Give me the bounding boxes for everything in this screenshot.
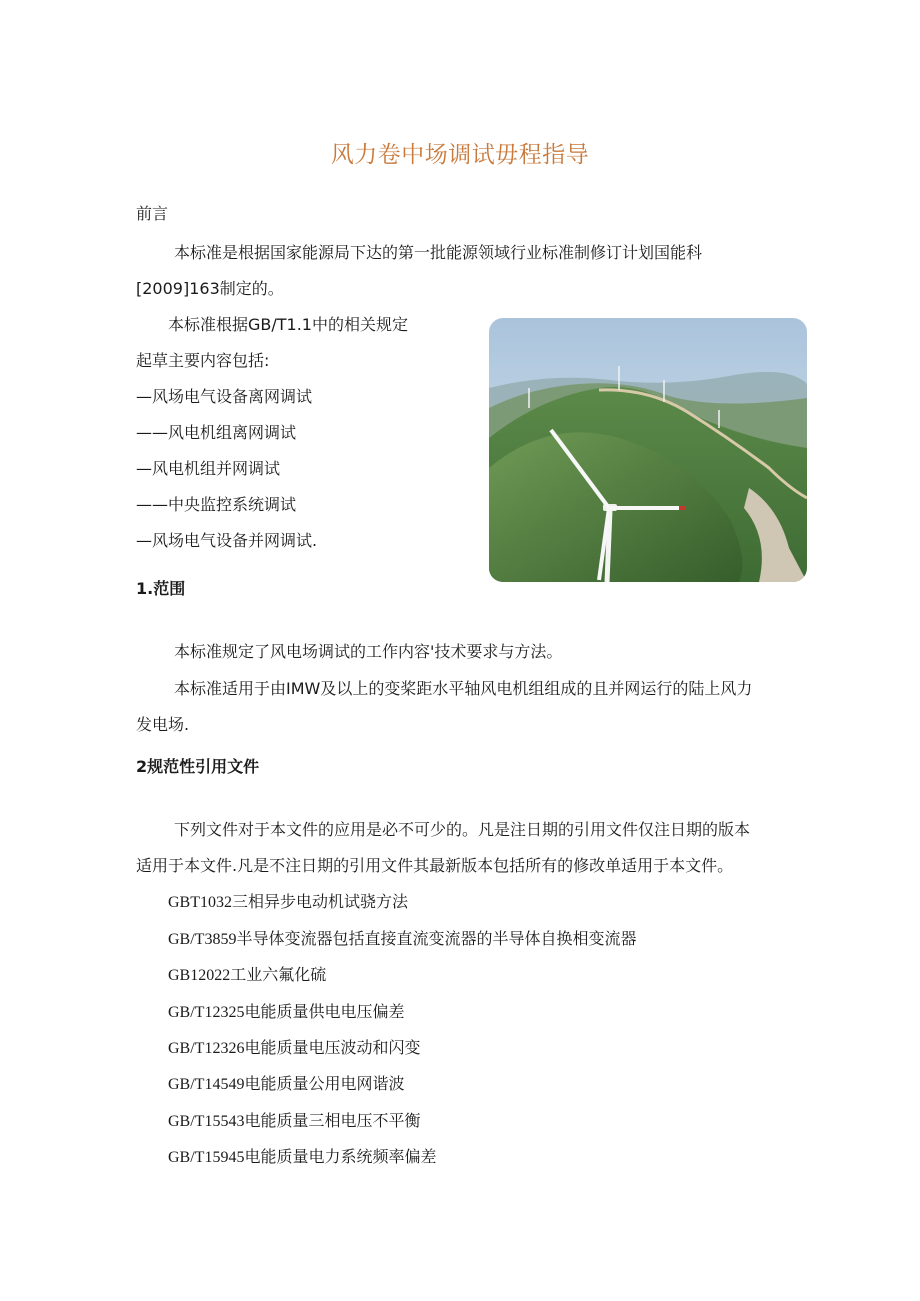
reference-name: 电能质量供电电压偏差: [244, 1002, 405, 1021]
preface-list-item: —风场电气设备离网调试: [136, 387, 313, 406]
reference-code: GB/T12325: [168, 1004, 245, 1021]
reference-code: GBT1032: [168, 894, 232, 911]
preface-list-item: —风电机组并网调试: [136, 459, 281, 478]
reference-code: GB/T14549: [168, 1076, 245, 1093]
reference-item: [168, 1146, 436, 1169]
reference-name: 电能质量电力系统频率偏差: [244, 1147, 437, 1166]
reference-item: [168, 891, 408, 914]
reference-item: [168, 1001, 404, 1024]
section-2-heading: [136, 756, 259, 778]
preface-paragraph-line: [2009]163制定的。: [136, 279, 284, 298]
reference-code: GB12022: [168, 967, 231, 984]
section-2-paragraph-line: 下列文件对于本文件的应用是必不可少的。凡是注日期的引用文件仅注日期的版本: [174, 820, 751, 839]
preface-heading: 前言: [136, 204, 169, 223]
reference-item: [168, 1110, 420, 1133]
section-2-paragraph-line: 适用于本文件.凡是不注日期的引用文件其最新版本包括所有的修改单适用于本文件。: [136, 856, 734, 875]
wind-farm-photo: [489, 318, 807, 582]
preface-list-item: —风场电气设备并网调试.: [136, 531, 318, 550]
reference-item: [168, 1073, 404, 1096]
document-title: 风力卷中场调试毋程指导: [330, 142, 590, 168]
reference-item: [168, 964, 326, 987]
reference-code: GB/T12326: [168, 1040, 245, 1057]
section-2-heading-text: 2规范性引用文件: [136, 757, 260, 776]
reference-name: 电能质量公用电网谐波: [244, 1074, 405, 1093]
section-1-paragraph-line: 本标准适用于由IMW及以上的变桨距水平轴风电机组组成的且并网运行的陆上风力: [174, 679, 753, 698]
reference-item: [168, 1037, 420, 1060]
reference-name: 电能质量电压波动和闪变: [244, 1038, 421, 1057]
reference-code: GB/T15945: [168, 1149, 245, 1166]
preface-list-item: ——中央监控系统调试: [136, 495, 297, 514]
section-1-heading: [136, 578, 185, 600]
preface-list-item: ——风电机组离网调试: [136, 423, 297, 442]
section-1-heading-text: 1.范围: [136, 579, 186, 598]
reference-code: GB/T15543: [168, 1113, 245, 1130]
reference-name: 三相异步电动机试骁方法: [232, 892, 409, 911]
reference-name: 电能质量三相电压不平衡: [244, 1111, 421, 1130]
reference-item: [168, 928, 636, 951]
section-1-paragraph-line: 本标准规定了风电场调试的工作内容'技术要求与方法。: [174, 642, 563, 661]
preface-paragraph-line: 起草主要内容包括:: [136, 351, 270, 370]
reference-name: 半导体变流器包括直接直流变流器的半导体自换相变流器: [236, 929, 637, 948]
reference-name: 工业六氟化硫: [230, 965, 327, 984]
preface-paragraph-line: 本标准根据GB/T1.1中的相关规定: [168, 315, 408, 334]
preface-paragraph-line: 本标准是根据国家能源局下达的第一批能源领域行业标准制修订计划国能科: [174, 243, 703, 262]
section-1-paragraph-line: 发电场.: [136, 715, 190, 734]
reference-code: GB/T3859: [168, 931, 237, 948]
